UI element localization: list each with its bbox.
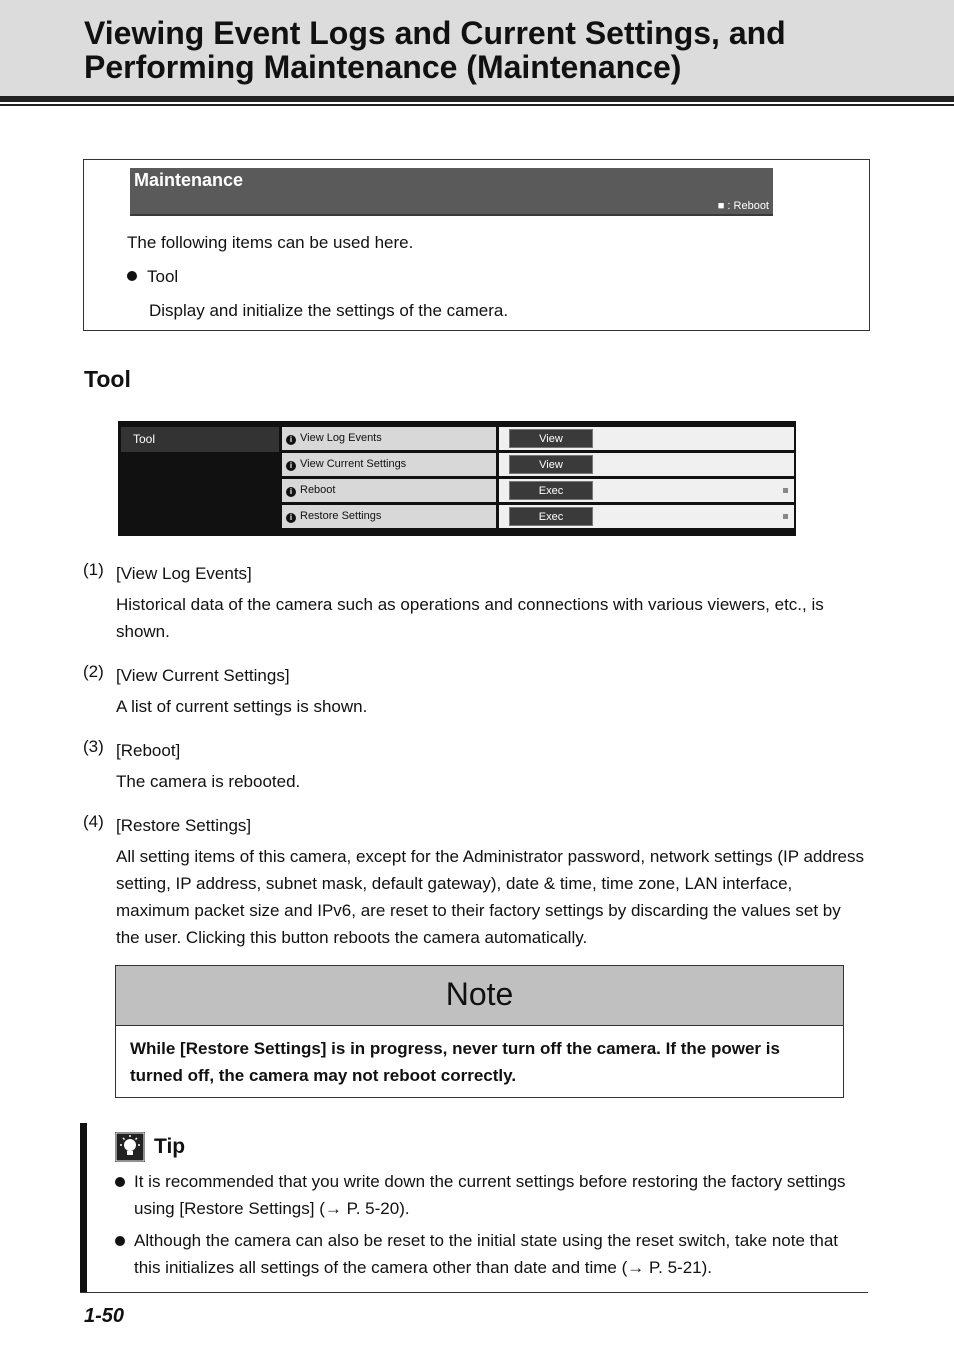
- tool-row-label: Reboot: [300, 484, 336, 496]
- note-body: While [Restore Settings] is in progress, never turn off the camera. If the power is turned off, the camera may not reboot correctly.: [130, 1039, 780, 1085]
- lightbulb-icon: [115, 1132, 145, 1162]
- tip-bullet-text: It is recommended that you write down the current settings before restoring the factory settings using [Restore Settings] (→ P. 5-20).: [134, 1172, 846, 1218]
- tool-row-view-log-events: [282, 427, 794, 450]
- tool-table: [118, 421, 796, 536]
- header-rule-thick: [0, 96, 954, 102]
- header-rule-thin: [0, 104, 954, 106]
- page-title: [84, 16, 786, 84]
- tool-row-name: [282, 427, 496, 450]
- note-box: [115, 965, 844, 1098]
- tool-row-name: [282, 479, 496, 502]
- tool-row-cell: [499, 505, 794, 528]
- bullet-dot-icon: [127, 271, 137, 281]
- item-description: Historical data of the camera such as operations and connections with various viewers, etc., is shown.: [116, 595, 824, 641]
- maintenance-intro: The following items can be used here.: [127, 233, 414, 252]
- item-title: [Restore Settings]: [116, 816, 252, 835]
- item-description: A list of current settings is shown.: [116, 697, 368, 716]
- maintenance-bar-title: Maintenance: [134, 170, 244, 190]
- tool-row-view-current-settings: [282, 453, 794, 476]
- item-number: (2): [83, 662, 104, 681]
- item-number: (4): [83, 812, 104, 831]
- tool-row-label: View Log Events: [300, 432, 382, 444]
- tool-row-restore-settings: [282, 505, 794, 528]
- tip-bullet-text: Although the camera can also be reset to the initial state using the reset switch, take note that this initializes all settings of the camera other than date and time (→ P. 5-21).: [134, 1231, 839, 1277]
- view-current-settings-button[interactable]: View: [509, 455, 593, 474]
- page-title-line2: Performing Maintenance (Maintenance): [84, 49, 682, 85]
- reboot-marker-icon: [783, 514, 788, 519]
- tool-row-cell: [499, 479, 794, 502]
- view-log-events-button[interactable]: View: [509, 429, 593, 448]
- page-header: [0, 0, 954, 96]
- reboot-marker-icon: [783, 488, 788, 493]
- maintenance-bullet-desc: Display and initialize the settings of the camera.: [149, 301, 509, 320]
- reboot-exec-button[interactable]: Exec: [509, 481, 593, 500]
- restore-settings-exec-button[interactable]: Exec: [509, 507, 593, 526]
- tool-row-name: [282, 505, 496, 528]
- item-number: (1): [83, 560, 104, 579]
- tool-row-label: Restore Settings: [300, 510, 382, 522]
- maintenance-bullet-label: Tool: [147, 267, 179, 286]
- tool-row-label: View Current Settings: [300, 458, 407, 470]
- bullet-dot-icon: [115, 1177, 125, 1187]
- info-icon: i: [286, 461, 296, 471]
- tool-row-name: [282, 453, 496, 476]
- item-title: [Reboot]: [116, 741, 181, 760]
- maintenance-bullet: [127, 267, 178, 287]
- item-description: The camera is rebooted.: [116, 772, 301, 791]
- info-icon: i: [286, 435, 296, 445]
- tool-row-cell: [499, 427, 794, 450]
- tool-label: Tool: [121, 427, 279, 452]
- tool-row-reboot: [282, 479, 794, 502]
- tip-box: [80, 1123, 868, 1293]
- section-heading: Tool: [84, 366, 131, 392]
- page-number: 1-50: [84, 1305, 125, 1327]
- maintenance-bar: [130, 168, 773, 216]
- reboot-legend: ■ : Reboot: [717, 200, 769, 212]
- tip-bullet: [115, 1227, 860, 1281]
- item-description: All setting items of this camera, except for the Administrator password, network settings (IP address setting, IP address, subnet mask, default gateway), date & time, time zone, LAN interface, maximum packet size and IPv6, are reset to their factory settings by discarding the values set by the user. Clicking this button reboots the camera automatically.: [116, 847, 865, 947]
- note-heading: Note: [116, 966, 843, 1026]
- tip-side-bar: [80, 1123, 87, 1292]
- bullet-dot-icon: [115, 1236, 125, 1246]
- item-title: [View Current Settings]: [116, 666, 290, 685]
- tool-row-cell: [499, 453, 794, 476]
- tip-heading: Tip: [154, 1135, 186, 1158]
- info-icon: i: [286, 513, 296, 523]
- info-icon: i: [286, 487, 296, 497]
- maintenance-panel: [83, 159, 870, 331]
- tip-bullet: [115, 1168, 860, 1222]
- item-title: [View Log Events]: [116, 564, 252, 583]
- item-number: (3): [83, 737, 104, 756]
- page-title-line1: Viewing Event Logs and Current Settings, and: [84, 15, 786, 51]
